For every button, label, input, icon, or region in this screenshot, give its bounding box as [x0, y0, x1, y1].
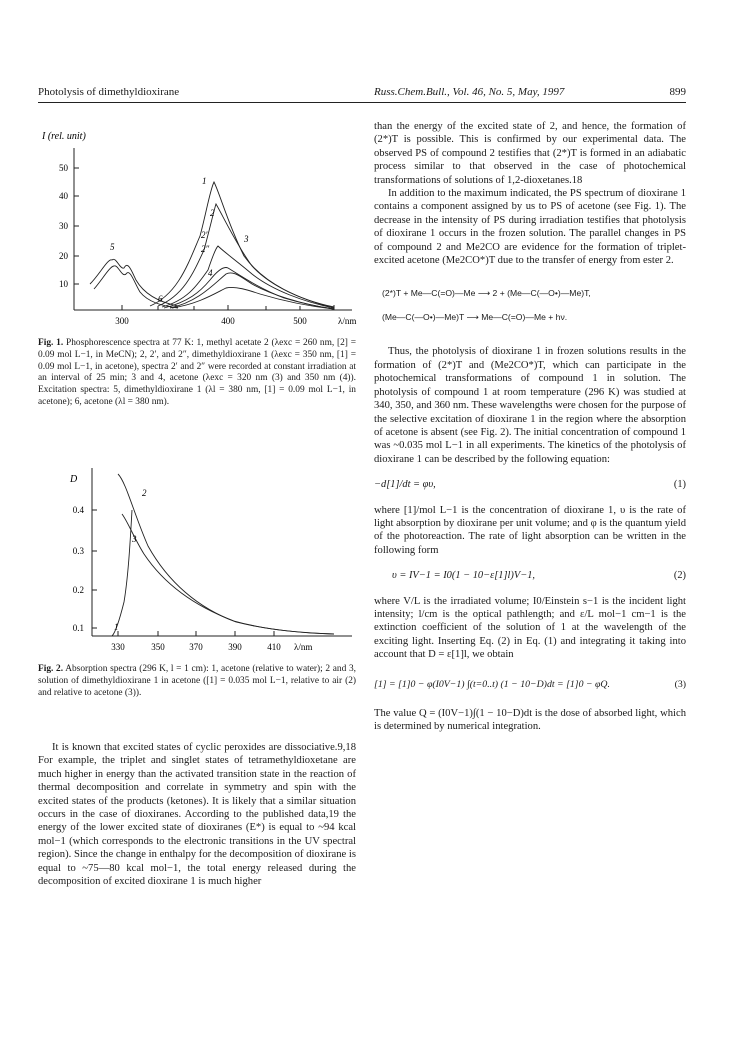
- left-body-text: [38, 741, 356, 888]
- figure-1-curve-5: [90, 259, 178, 306]
- figure-1-ytick: 50: [59, 163, 68, 173]
- figure-1-ytick: 30: [59, 221, 68, 231]
- figure-2-ytick: 0.2: [72, 585, 84, 595]
- figure-2-ytick: 0.1: [72, 623, 84, 633]
- figure-1-curve-2: [158, 204, 334, 308]
- figure-2-xtick: 370: [189, 642, 203, 652]
- figure-2-caption: [38, 664, 356, 699]
- figure-1-label-5: 5: [110, 242, 115, 252]
- figure-2-xtick: 330: [111, 642, 125, 652]
- figure-1-plot: [38, 124, 358, 334]
- right-paragraph-3: Thus, the photolysis of dioxirane 1 in frozen solutions results in the formation of (2*)T and (Me2CO*)T, which can participate in the photochemical transformations of compound 1 in solution. The photolysis of compound 1 at room temperature (296 K) was studied at 340, 350, and 360 nm. These wavelengths were chosen for the purpose of the selective excitation of dioxirane 1 in the region where the absorption of acetone is absent (see Fig. 2). The initial concentration of compound 1 was ~0.035 mol L−1 in all experiments. The kinetics of the photolysis of dioxirane 1 can be described by the following equation:: [374, 346, 686, 465]
- equation-3: [1] = [1]0 − φ(I0V−1) ∫(t=0..t) (1 − 10−D)dt = [1]0 − φQ. (3): [374, 678, 686, 690]
- figure-1-label-2: 2: [210, 208, 215, 218]
- figure-2-xtick: 350: [151, 642, 165, 652]
- left-paragraph: It is known that excited states of cyclic peroxides are dissociative.9,18 For example, the triplet and singlet states of tetramethyldioxetane are much higher in energy than the activated transition state in the reaction of thermal decomposition and correlate in symmetry and spin with the excited states of the products (ketones). It is likely that a similar situation occurs in the case of dioxiranes. According to the published data,19 the energy of the lower excited state of dioxiranes (E*) is equal to ~94 kcal mol−1 (which corresponds to the electronic transitions in the UV spectral region). Since the change in enthalpy for the decomposition of dioxirane is equal to ~75—80 kcal mol−1, the total energy released during the decomposition of excited dioxirane 1 is much higher: [38, 742, 356, 888]
- figure-1-caption-text: Phosphorescence spectra at 77 K: 1, methyl acetate 2 (λexc = 260 nm, [2] = 0.09 mol L−1, in MeCN); 2, 2′, and 2″, dimethyldioxirane 1 (λexc = 350 nm, [1] = 0.09 mol L−1, in acetone), spectra 2′ and 2″ were recorded at constant irradiation at an interval of 25 min; 3 and 4, acetone (λexc = 320 nm (3) and 350 nm (4)). Excitation spectra: 5, dimethyldioxirane 1 (λl = 380 nm, [1] = 0.09 mol L−1, in acetone); 6, acetone (λl = 380 nm).: [38, 338, 356, 407]
- figure-1-label-6: 6: [158, 294, 163, 304]
- figure-1-curve-4: [172, 287, 334, 309]
- figure-2-caption-lead: Fig. 2.: [38, 664, 64, 674]
- figure-1-ylabel: I (rel. unit): [42, 131, 86, 142]
- running-title: Photolysis of dimethyldioxirane: [38, 86, 180, 98]
- right-paragraph-5: where V/L is the irradiated volume; I0/Einstein s−1 is the incident light intensity; l/cm is the optical pathlength; and ε/L mol−1 cm−1 is the extinction coefficient of the solution of 1 at the wavelength of the exciting light. Inserting Eq. (2) in Eq. (1) and integrating it taking into account that D = ε[1]l, we obtain: [374, 595, 686, 661]
- figure-1-caption-lead: Fig. 1.: [38, 338, 64, 348]
- figure-1-label-3: 3: [244, 234, 249, 244]
- right-paragraph-2: In addition to the maximum indicated, the PS spectrum of dioxirane 1 contains a component assigned by us to PS of acetone (see Fig. 1). The decrease in the intensity of PS during irradiation testifies that photolysis of dioxirane 1 occurs in the frozen solution. The parallel changes in PS of compound 2 and Me2CO are evidence for the formation of triplet-excited acetone (Me2CO*)T due to the transfer of energy from ester 2.: [374, 188, 686, 267]
- figure-2-ytick: 0.4: [72, 505, 84, 515]
- figure-1-ytick: 40: [59, 191, 68, 201]
- figure-1-xtick: 300: [115, 316, 129, 326]
- figure-1-ytick: 20: [59, 251, 68, 261]
- reaction-scheme-line-1: (2*)T + Me—C(=O)—Me ⟶ 2 + (Me—C(—O•)—Me)T,: [382, 288, 591, 299]
- figure-2-xtick: 410: [267, 642, 281, 652]
- figure-2-label-1: 1: [114, 622, 119, 632]
- figure-1-xtick: 500: [293, 316, 307, 326]
- figure-1-ytick: 10: [59, 279, 68, 289]
- right-paragraph-6: The value Q = (I0V−1)∫(1 − 10−D)dt is the dose of absorbed light, which is determined by numerical integration.: [374, 708, 686, 733]
- figure-1-curve-2dprime: [164, 268, 334, 310]
- reaction-scheme: [382, 281, 686, 329]
- figure-2-label-2: 2: [142, 488, 147, 498]
- header-rule: [38, 102, 686, 103]
- figure-2-ylabel: D: [70, 474, 78, 485]
- figure-1-caption: [38, 338, 356, 409]
- figure-2-xticks: [111, 631, 312, 652]
- figure-1-yticks: [59, 163, 79, 289]
- figure-2-ytick: 0.3: [72, 546, 84, 556]
- equation-1: −d[1]/dt = φυ, (1): [374, 479, 686, 491]
- figure-2-curve-2: [118, 474, 334, 634]
- figure-2-curve-1: [112, 510, 132, 636]
- running-header: [38, 86, 686, 102]
- right-column: [374, 120, 686, 734]
- figure-2-xtick: 390: [228, 642, 242, 652]
- journal-citation: Russ.Chem.Bull., Vol. 46, No. 5, May, 1997: [374, 86, 565, 98]
- figure-1-xtick: 400: [221, 316, 235, 326]
- figure-1-curve-6: [94, 266, 178, 308]
- figure-1-label-4: 4: [208, 268, 213, 278]
- page-number: 899: [669, 86, 686, 98]
- figure-1-xlabel: λ/nm: [338, 316, 357, 326]
- figure-2-plot: [38, 462, 358, 658]
- figure-2-curve-3: [122, 514, 334, 634]
- figure-1-xticks: [115, 305, 356, 326]
- figure-2-yticks: [73, 505, 97, 633]
- equation-2: υ = IV−1 = I0(1 − 10−ε[1]l)V−1, (2): [392, 570, 686, 582]
- reaction-scheme-line-2: (Me—C(—O•)—Me)T ⟶ Me—C(=O)—Me + hν.: [382, 312, 568, 323]
- figure-2-caption-text: Absorption spectra (296 K, l = 1 cm): 1, acetone (relative to water); 2 and 3, solution of dimethyldioxirane 1 in acetone ([1] = 0.035 mol L−1, relative to air (2) and relative to acetone (3)).: [38, 664, 356, 698]
- right-paragraph-4: where [1]/mol L−1 is the concentration of dioxirane 1, υ is the rate of light absorption by dioxirane per unit volume; and φ is the quantum yield of the photoreaction. The rate of light absorption can be written in the following form: [374, 504, 686, 556]
- figure-1-label-2dprime: 2″: [201, 244, 210, 254]
- figure-1-label-1: 1: [202, 176, 207, 186]
- figure-1-label-2prime: 2′: [201, 230, 208, 240]
- right-paragraph-1: than the energy of the excited state of 2, and hence, the formation of (2*)T is possible. This is confirmed by our experimental data. The observed PS of compound 2 testifies that (2*)T is formed in an adiabatic process similar to that observed in the case of photochemical transformations of solutions of 1,2-dioxetanes.18: [374, 121, 686, 186]
- figure-2-xlabel: λ/nm: [294, 642, 313, 652]
- figure-2-label-3: 3: [132, 534, 137, 544]
